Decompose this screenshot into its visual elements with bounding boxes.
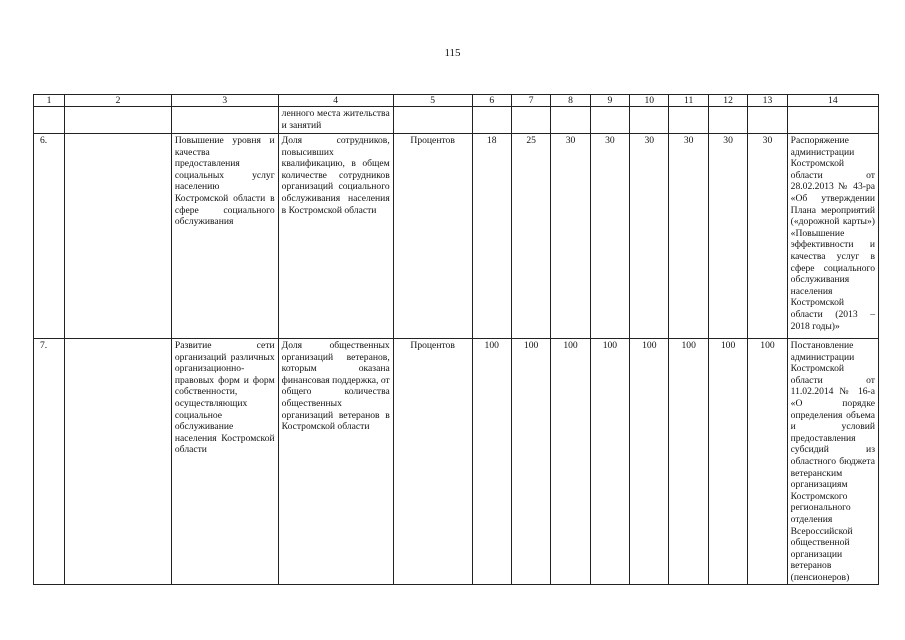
row-value: 30 (669, 134, 708, 339)
row-value: 100 (748, 339, 787, 585)
header-cell: 3 (171, 95, 278, 107)
header-cell: 1 (34, 95, 65, 107)
header-cell: 5 (393, 95, 472, 107)
header-cell: 13 (748, 95, 787, 107)
header-cell: 7 (511, 95, 550, 107)
row-document: Распоряжение администрации Костромской области от 28.02.2013 № 43-ра «Об утверждении Плана мероприятий («дорожной карты») «Повышение эффективности и качества услуг в сфере социального обслуживания населения Костромской области (2013 – 2018 годы)» (787, 134, 878, 339)
header-cell: 11 (669, 95, 708, 107)
header-cell: 8 (551, 95, 590, 107)
header-cell: 10 (630, 95, 669, 107)
header-cell: 14 (787, 95, 878, 107)
row-col2 (65, 134, 172, 339)
row-value: 18 (472, 134, 511, 339)
row-unit: Процентов (393, 339, 472, 585)
indicators-table (33, 94, 879, 585)
table-row (34, 339, 879, 585)
page-number: 115 (444, 47, 461, 59)
header-cell: 4 (278, 95, 393, 107)
continuation-text: ленного места жительства и занятий (278, 107, 393, 134)
header-row (34, 95, 879, 107)
continuation-row (34, 107, 879, 134)
row-indicator: Доля сотрудников, повысивших квалификацию, в общем количестве сотрудников организаций социального обслуживания населения в Костромской области (278, 134, 393, 339)
row-value: 100 (551, 339, 590, 585)
row-value: 30 (708, 134, 747, 339)
row-value: 100 (472, 339, 511, 585)
row-value: 25 (511, 134, 550, 339)
header-cell: 12 (708, 95, 747, 107)
row-value: 30 (630, 134, 669, 339)
row-value: 100 (630, 339, 669, 585)
row-unit: Процентов (393, 134, 472, 339)
row-value: 100 (511, 339, 550, 585)
header-cell: 2 (65, 95, 172, 107)
row-value: 100 (590, 339, 629, 585)
row-document: Постановление администрации Костромской области от 11.02.2014 № 16-а «О порядке определения объема и условий предоставления субсидий из областного бюджета ветеранским организациям Костромского регионального отделения Всероссийской общественной организации ветеранов (пенсионеров) (787, 339, 878, 585)
row-indicator: Доля общественных организаций ветеранов, которым оказана финансовая поддержка, от общего количества общественных организаций ветеранов в Костромской области (278, 339, 393, 585)
row-number: 7. (34, 339, 65, 585)
row-value: 30 (748, 134, 787, 339)
row-value: 100 (708, 339, 747, 585)
row-col2 (65, 339, 172, 585)
row-value: 100 (669, 339, 708, 585)
row-number: 6. (34, 134, 65, 339)
row-value: 30 (590, 134, 629, 339)
table-row (34, 134, 879, 339)
header-cell: 9 (590, 95, 629, 107)
row-name: Развитие сети организаций различных организационно-правовых форм и форм собственности, осуществляющих социальное обслуживание населения Костромской области (171, 339, 278, 585)
row-name: Повышение уровня и качества предоставления социальных услуг населению Костромской области в сфере социального обслуживания (171, 134, 278, 339)
row-value: 30 (551, 134, 590, 339)
header-cell: 6 (472, 95, 511, 107)
